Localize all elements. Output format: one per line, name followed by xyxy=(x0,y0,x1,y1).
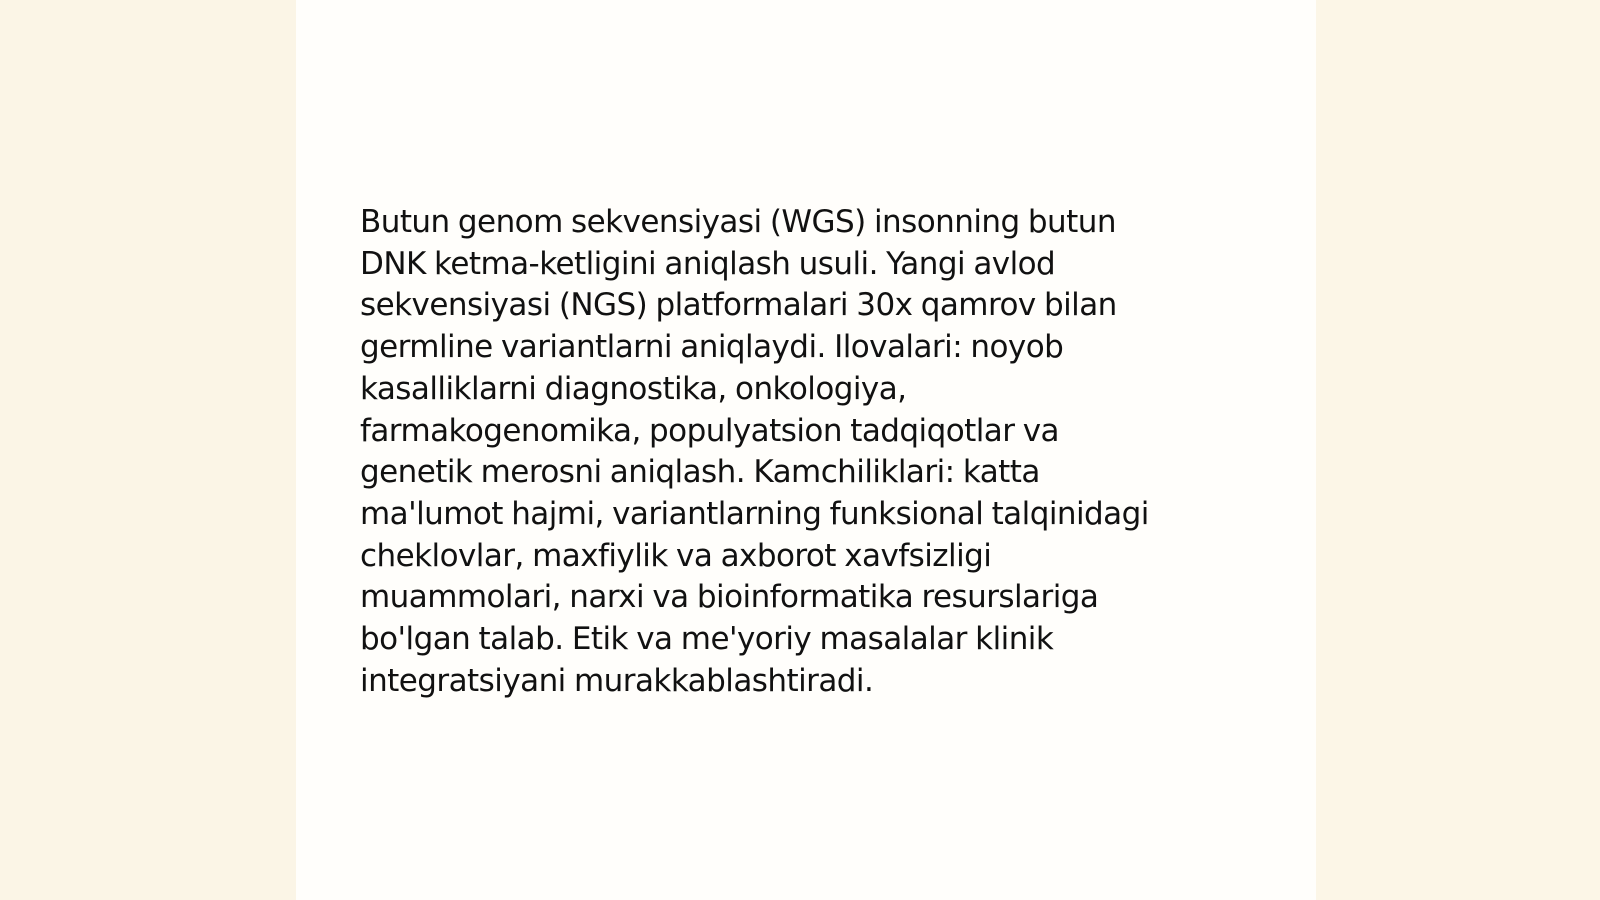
paragraph-line: DNK ketma-ketligini aniqlash usuli. Yangi avlod xyxy=(360,245,1056,282)
paragraph-line: kasalliklarni diagnostika, onkologiya, xyxy=(360,370,907,407)
paragraph-line: bo'lgan talab. Etik va me'yoriy masalalar klinik xyxy=(360,621,1054,658)
document-page xyxy=(296,0,1316,900)
body-paragraph xyxy=(360,202,1240,702)
paragraph-line: sekvensiyasi (NGS) platformalari 30x qamrov bilan xyxy=(360,287,1117,324)
paragraph-line: genetik merosni aniqlash. Kamchiliklari: katta xyxy=(360,454,1040,491)
right-margin-background xyxy=(1304,0,1600,900)
paragraph-line: muammolari, narxi va bioinformatika resurslariga xyxy=(360,579,1099,616)
paragraph-line: Butun genom sekvensiyasi (WGS) insonning butun xyxy=(360,204,1116,240)
paragraph-line: integratsiyani murakkablashtiradi. xyxy=(360,662,874,699)
paragraph-line: cheklovlar, maxfiylik va axborot xavfsizligi xyxy=(360,537,992,574)
paragraph-line: farmakogenomika, populyatsion tadqiqotlar va xyxy=(360,412,1059,449)
paragraph-line: ma'lumot hajmi, variantlarning funksional talqinidagi xyxy=(360,495,1149,532)
left-margin-background xyxy=(0,0,296,900)
paragraph-line: germline variantlarni aniqlaydi. Ilovalari: noyob xyxy=(360,329,1064,366)
